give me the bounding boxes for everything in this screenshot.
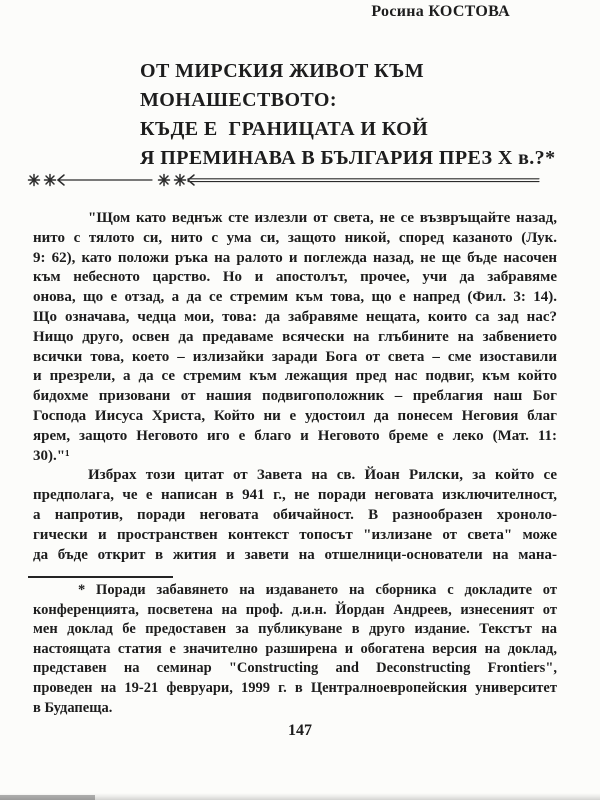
footnote-line: в Будапеща. [33, 699, 113, 716]
text-line: Що означава, чедца мои, това: да забравяме нещата, които са зад нас? [33, 308, 557, 325]
body-text [33, 209, 557, 565]
text-line: всички това, което – излизайки заради Бога от света – сме изоставили [33, 348, 557, 365]
text-line: "Щом като веднъж сте излезли от света, не се възвръщайте назад, [88, 210, 557, 226]
footnote-line: представен на семинар "Constructing and Deconstructing Frontiers", [33, 660, 557, 677]
title-line: КЪДЕ Е ГРАНИЦАТА И КОЙ [140, 118, 429, 140]
text-line: бидохме призовани от нашия подвигоположник – преблагия наш Бог [33, 388, 557, 405]
ornamental-divider [26, 172, 546, 188]
text-line: гически и пространствен контекст топосът "излизане от света" може [33, 526, 557, 543]
footnote-separator [28, 576, 173, 578]
page-number: 147 [288, 722, 312, 739]
text-line: към небесното царство. Но и апостолът, прочее, учи да забравяме [33, 269, 557, 286]
author-name: Росина КОСТОВА [371, 3, 510, 20]
footnote-line: настоящата статия е значително разширена и обогатена версия на доклад, [33, 640, 557, 657]
text-line: а напротив, поради неговата обичайност. В разнообразен хроноло- [33, 506, 557, 523]
title-line: ОТ МИРСКИЯ ЖИВОТ КЪМ [140, 60, 424, 82]
text-line: Избрах този цитат от Завета на св. Йоан Рилски, за който се [88, 467, 557, 484]
text-line: да бъде открит в жития и завети на отшелници-основатели на мана- [33, 546, 557, 563]
title-line: Я ПРЕМИНАВА В БЪЛГАРИЯ ПРЕЗ X в.?* [140, 147, 556, 169]
footnote-line: * Поради забавянето на издаването на сборника с докладите от [78, 582, 557, 598]
footnote-line: проведен на 19-21 февруари, 1999 г. в Централноевропейския университет [33, 679, 557, 696]
text-line: и презрели, а да се стремим към лежащия пред нас подвиг, към който [33, 368, 557, 385]
footnote [33, 581, 557, 718]
text-line: предполага, че е написан в 941 г., не поради неговата изключителност, [33, 487, 557, 504]
footnote-line: конференцията, посветена на проф. д.и.н. Йордан Андреев, изнесеният от [33, 601, 557, 618]
footnote-line: мен доклад бе предоставен за публикуване в друго издание. Текстът на [33, 621, 557, 638]
article-title [140, 57, 570, 173]
text-line: ярем, защото Неговото иго е благо и Неговото бреме е леко (Мат. 11: [33, 427, 557, 444]
title-line: МОНАШЕСТВОТО: [140, 89, 337, 111]
text-line: нито с тялото си, нито с ума си, защото никой, според казаното (Лук. [33, 229, 557, 246]
text-line: 9: 62), като положи ръка на ралото и поглежда назад, не ще бъде насочен [33, 249, 557, 266]
text-line: онова, що е отзад, а да се стремим към това, що е напред (Фил. 3: 14). [33, 289, 557, 306]
text-line: Господа Иисуса Христа, Който ни е удостоил да понесем Неговия благ [33, 407, 557, 424]
scan-edge-smudge [0, 795, 95, 800]
text-line: 30)."¹ [33, 447, 70, 464]
text-line: Нищо друго, освен да предаваме всячески на глъбините на забвението [33, 328, 557, 345]
